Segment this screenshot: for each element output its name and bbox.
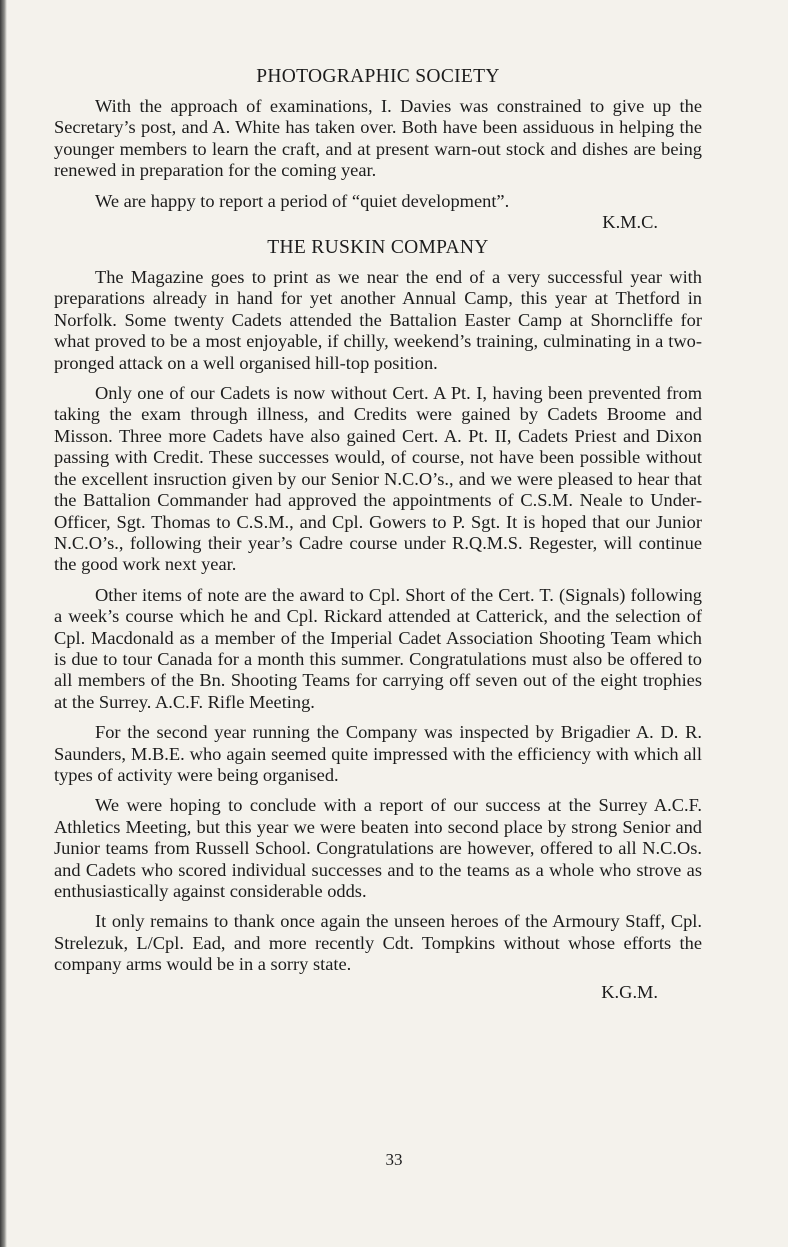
- paragraph: We are happy to report a period of “quiet development”.: [95, 190, 510, 211]
- signature: K.G.M.: [601, 981, 658, 1002]
- ruskin-company-section: [54, 235, 702, 1003]
- photographic-society-section: [54, 64, 702, 233]
- paragraph: For the second year running the Company was inspected by Brigadier A. D. R. Saunders, M.B.E. who again seemed quite impressed with the efficiency with which all types of activity were being organised.: [54, 722, 702, 785]
- paragraph: Other items of note are the award to Cpl. Short of the Cert. T. (Signals) following a week’s course which he and Cpl. Rickard attended at Catterick, and the selection of Cpl. Macdonald as a member of the Imperial Cadet Association Shooting Team which is due to tour Canada for a month this summer. Congratulations must also be offered to all members of the Bn. Shooting Teams for carrying off seven out of the eight trophies at the Surrey. A.C.F. Rifle Meeting.: [54, 584, 702, 712]
- paragraph: It only remains to thank once again the unseen heroes of the Armoury Staff, Cpl. Strelezuk, L/Cpl. Ead, and more recently Cdt. Tompkins without whose efforts the company arms would be in a sorry state.: [54, 911, 702, 975]
- section-heading: THE RUSKIN COMPANY: [267, 237, 489, 259]
- section-heading: PHOTOGRAPHIC SOCIETY: [256, 66, 500, 87]
- paragraph: With the approach of examinations, I. Davies was constrained to give up the Secretary’s post, and A. White has taken over. Both have been assiduous in helping the younger members to learn the craft, and at present warn-out stock and dishes are being renewed in preparation for the coming year.: [54, 96, 702, 181]
- paragraph: The Magazine goes to print as we near the end of a very successful year with preparations already in hand for yet another Annual Camp, this year at Thetford in Norfolk. Some twenty Cadets attended the Battalion Easter Camp at Shorncliffe for what proved to be a most enjoyable, if chilly, weekend’s training, culminating in a two-pronged attack on a well organised hill-top position.: [54, 267, 702, 373]
- binding-edge: [0, 0, 7, 1247]
- signature: K.M.C.: [602, 212, 658, 233]
- paragraph: We were hoping to conclude with a report of our success at the Surrey A.C.F. Athletics Meeting, but this year we were beaten into second place by strong Senior and Junior teams from Russell School. Congratulations are however, offered to all N.C.Os. and Cadets who scored individual successes and to the teams as a whole who strove as enthusiastically against considerable odds.: [54, 795, 702, 901]
- document-page: [54, 64, 702, 1003]
- paragraph: Only one of our Cadets is now without Cert. A Pt. I, having been prevented from taking the exam through illness, and Credits were gained by Cadets Broome and Misson. Three more Cadets have also gained Cert. A. Pt. II, Cadets Priest and Dixon passing with Credit. These successes would, of course, not have been possible without the excellent insruction given by our Senior N.C.O’s., and we were pleased to hear that the Battalion Commander had approved the appointments of C.S.M. Neale to Under-Officer, Sgt. Thomas to C.S.M., and Cpl. Gowers to P. Sgt. It is hoped that our Junior N.C.O’s., following their year’s Cadre course under R.Q.M.S. Regester, will continue the good work next year.: [54, 383, 702, 575]
- page-number: 33: [385, 1150, 403, 1169]
